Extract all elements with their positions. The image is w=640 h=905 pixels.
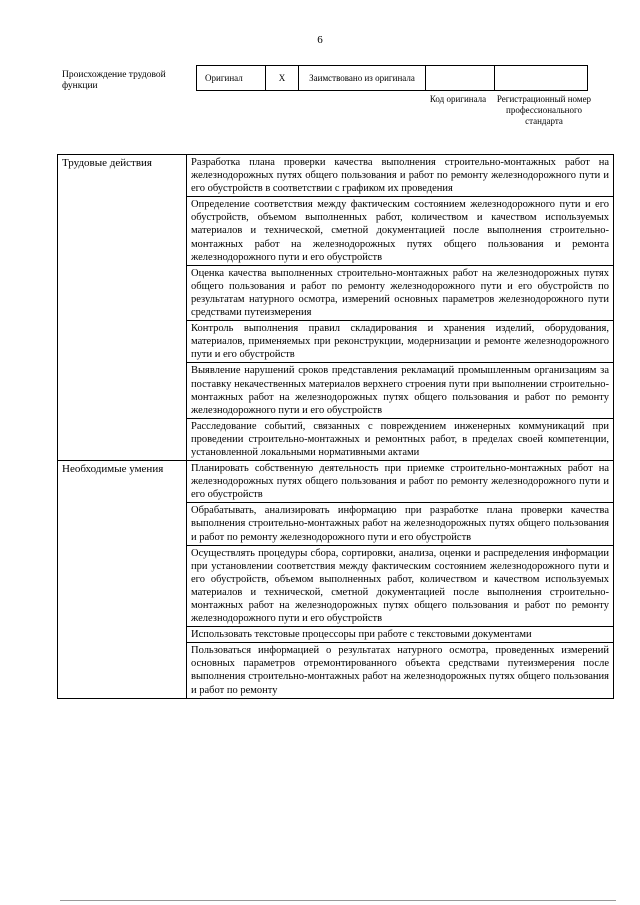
- list-item: Определение соответствия между фактическим состоянием железнодорожного пути и его обустройств, объемом выполненных работ, количеством и качеством используемых материалов и технической, сметной документацией после выполнения строительно-монтажных работ на железнодорожных путях общего пользования и ремонта железнодорожного пути и его обустройств: [187, 197, 613, 265]
- section-label: Необходимые умения: [58, 461, 187, 699]
- list-item: Планировать собственную деятельность при приемке строительно-монтажных работ на железнодорожных путях общего пользования и работ по ремонту железнодорожного пути и его обустройств: [187, 461, 613, 503]
- section-labor-actions: [58, 155, 614, 461]
- code-caption: Код оригинала: [429, 94, 487, 104]
- reg-number-cell: [495, 66, 588, 91]
- list-item: Выявление нарушений сроков представления рекламаций промышленным организациям за поставку некачественных материалов верхнего строения пути при выполнении строительно-монтажных работ на железнодорожных путях общего пользования и работ по ремонту железнодорожного пути и его обустройств: [187, 363, 613, 418]
- borrowed-cell: Заимствовано из оригинала: [299, 66, 426, 91]
- list-item: Разработка плана проверки качества выполнения строительно-монтажных работ на железнодорожных путях общего пользования и работ по ремонту железнодорожного пути и его обустройств в соответствии с графиком их проведения: [187, 155, 613, 197]
- code-cell: [426, 66, 495, 91]
- original-mark: X: [266, 66, 299, 91]
- original-cell: Оригинал: [197, 66, 266, 91]
- list-item: Использовать текстовые процессоры при работе с текстовыми документами: [187, 627, 613, 643]
- origin-table: [196, 65, 588, 91]
- list-item: Оценка качества выполненных строительно-монтажных работ на железнодорожных путях общего пользования и работ по ремонту железнодорожного пути и его обустройств по результатам натурного осмотра, измерений основных параметров железнодорожного пути средствами путеизмерения: [187, 266, 613, 321]
- page-number: 6: [317, 34, 323, 46]
- labor-functions-table: [57, 154, 614, 699]
- list-item: Обрабатывать, анализировать информацию при разработке плана проверки качества выполнения строительно-монтажных работ на железнодорожных путях общего пользования и работ по ремонту железнодорожного пути и его обустройств: [187, 503, 613, 545]
- list-item: Контроль выполнения правил складирования и хранения изделий, оборудования, материалов, применяемых при реконструкции, модернизации и ремонте железнодорожного пути и его обустройств: [187, 321, 613, 363]
- section-required-skills: [58, 461, 614, 699]
- list-item: Осуществлять процедуры сбора, сортировки, анализа, оценки и распределения информации при установлении соответствия между фактическим состоянием железнодорожного пути и его обустройств, объемом выполненных работ, количеством и качеством используемых материалов и технической, сметной документацией после выполнения строительно-монтажных работ на железнодорожных путях общего пользования и работ по ремонту железнодорожного пути и его обустройств: [187, 546, 613, 628]
- reg-number-caption: Регистрационный номер профессионального стандарта: [496, 94, 592, 126]
- section-label: Трудовые действия: [58, 155, 187, 461]
- list-item: Расследование событий, связанных с повреждением инженерных коммуникаций при проведении строительно-монтажных и ремонтных работ, в пределах своей компетенции, установленной локальными нормативными актами: [191, 420, 609, 458]
- origin-label: Происхождение трудовой функции: [62, 70, 166, 91]
- list-item: Пользоваться информацией о результатах натурного осмотра, проведенных измерений основных параметров отремонтированного объекта средствами путеизмерения после выполнения строительно-монтажных работ на железнодорожных путях общего пользования и работ по ремонту: [191, 645, 609, 696]
- page-edge-line: [60, 900, 616, 901]
